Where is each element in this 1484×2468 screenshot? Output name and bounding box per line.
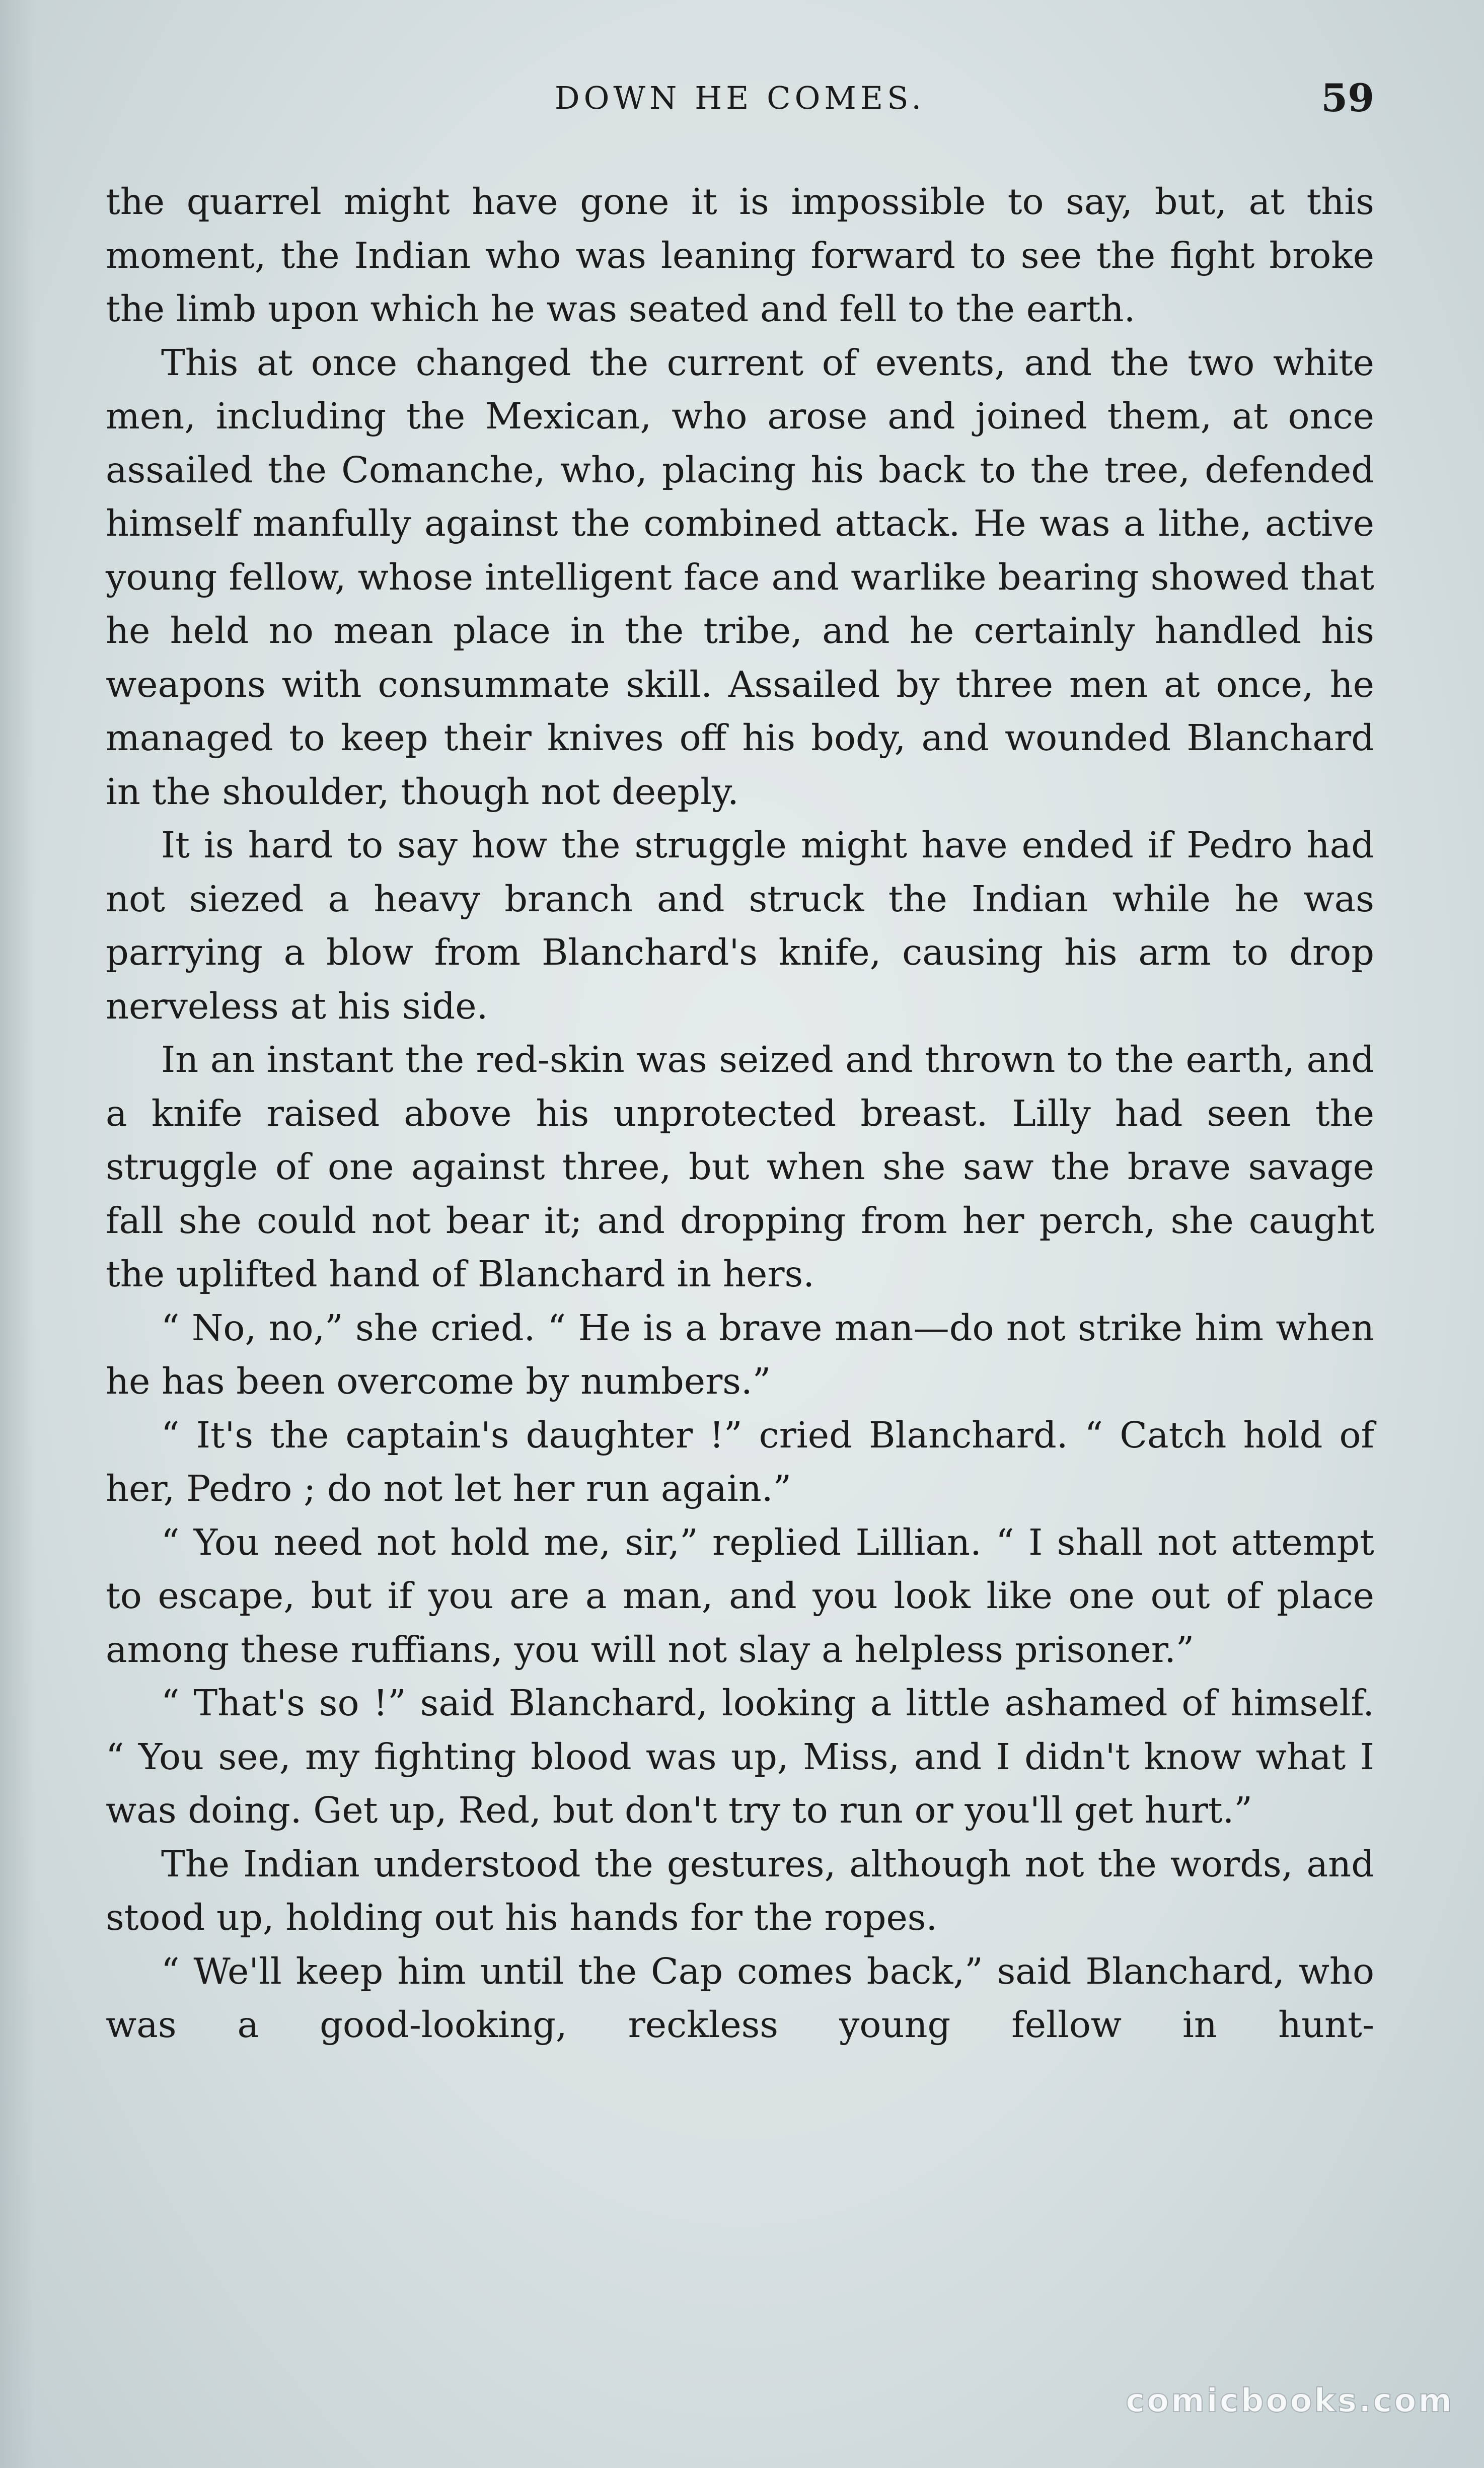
- running-title: DOWN HE COMES.: [554, 80, 926, 116]
- paragraph-6: “ It's the captain's daughter !” cried Blanchard. “ Catch hold of her, Pedro ; do not let her run again.”: [106, 1414, 1374, 1509]
- body-text: [106, 175, 1374, 2052]
- paragraph-4: In an instant the red-skin was seized and thrown to the earth, and a knife raised above his unprotected breast. Lilly had seen the struggle of one against three, but when she saw the brave savage fall she could not bear it; and dropping from her perch, she caught the uplifted hand of Blanchard in hers.: [106, 1039, 1374, 1295]
- watermark: comicbooks.com: [1126, 2382, 1454, 2420]
- paragraph-9: The Indian understood the gestures, although not the words, and stood up, holding out his hands for the ropes.: [106, 1843, 1374, 1938]
- paragraph-8: “ That's so !” said Blanchard, looking a little ashamed of himself. “ You see, my fighting blood was up, Miss, and I didn't know what I was doing. Get up, Red, but don't try to run or you'll get hurt.”: [106, 1682, 1374, 1831]
- paragraph-5: “ No, no,” she cried. “ He is a brave man—do not strike him when he has been overcome by numbers.”: [106, 1306, 1374, 1402]
- page-number: 59: [1321, 76, 1374, 120]
- paragraph-10: “ We'll keep him until the Cap comes back,” said Blanchard, who was a good-looking, reckless young fellow in hunt-: [106, 1950, 1374, 2046]
- paragraph-7: “ You need not hold me, sir,” replied Lillian. “ I shall not attempt to escape, but if you are a man, and you look like one out of place among these ruffians, you will not slay a helpless prisoner.”: [106, 1521, 1374, 1671]
- running-head: [106, 76, 1374, 121]
- paragraph-1: the quarrel might have gone it is impossible to say, but, at this moment, the Indian who was leaning forward to see the fight broke the limb upon which he was seated and fell to the earth.: [106, 181, 1374, 330]
- paragraph-2: This at once changed the current of events, and the two white men, including the Mexican, who arose and joined them, at once assailed the Comanche, who, placing his back to the tree, defended himself manfully against the combined attack. He was a lithe, active young fellow, whose intelligent face and warlike bearing showed that he held no mean place in the tribe, and he certainly handled his weapons with consummate skill. Assailed by three men at once, he managed to keep their knives off his body, and wounded Blanchard in the shoulder, though not deeply.: [106, 341, 1374, 813]
- page-edge-shadow: [0, 0, 35, 2468]
- paragraph-3: It is hard to say how the struggle might have ended if Pedro had not siezed a heavy branch and struck the Indian while he was parrying a blow from Blanchard's knife, causing his arm to drop nerveless at his side.: [106, 824, 1374, 1027]
